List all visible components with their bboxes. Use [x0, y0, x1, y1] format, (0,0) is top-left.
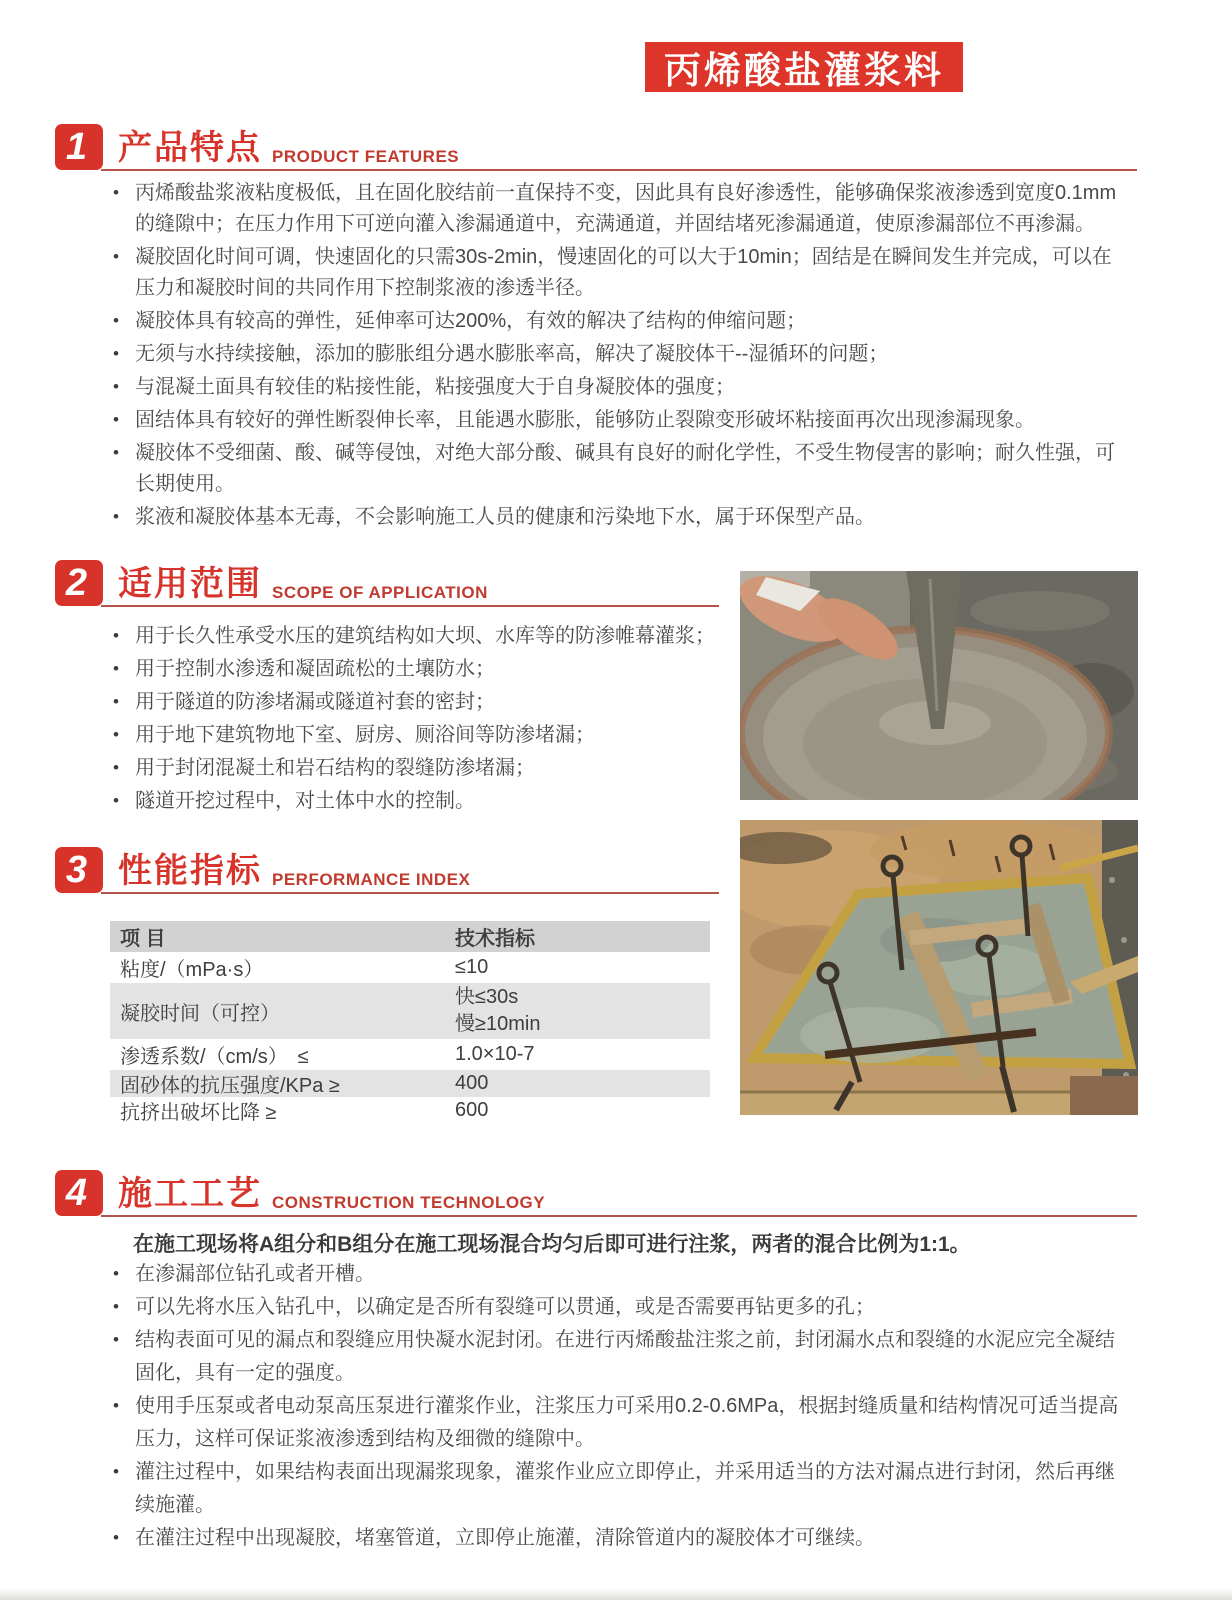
list-item-text: 用于地下建筑物地下室、厨房、厕浴间等防渗堵漏； [135, 724, 595, 746]
bullet-icon: • [113, 443, 119, 462]
section-title-zh: 适用范围 [118, 565, 262, 603]
value-line-slow: 慢≥10min [455, 1013, 541, 1035]
section-underline [101, 605, 719, 607]
section-title-zh: 性能指标 [118, 852, 262, 890]
section-title-en: CONSTRUCTION TECHNOLOGY [272, 1193, 546, 1212]
list-item-text: 浆液和凝胶体基本无毒，不会影响施工人员的健康和污染地下水，属于环保型产品。 [135, 506, 875, 528]
list-item-text: 灌注过程中，如果结构表面出现漏浆现象，灌浆作业应立即停止，并采用适当的方法对漏点进行封闭，然后再继续施灌。 [135, 1461, 1115, 1516]
section-title-en: PRODUCT FEATURES [272, 147, 460, 166]
list-item-text: 凝胶体不受细菌、酸、碱等侵蚀，对绝大部分酸、碱具有良好的耐化学性，不受生物侵害的影响；耐久性强，可长期使用。 [135, 442, 1115, 495]
mixing-slurry-photo [740, 571, 1138, 800]
bullet-icon: • [113, 1264, 119, 1283]
table-row [110, 983, 710, 1039]
bullet-icon: • [113, 410, 119, 429]
list-item-text: 用于控制水渗透和凝固疏松的土壤防水； [135, 658, 495, 680]
bullet-icon: • [113, 725, 119, 744]
section-header-scope-of-application [55, 558, 488, 606]
section-title-en: SCOPE OF APPLICATION [272, 583, 488, 602]
table-cell-value [455, 984, 710, 1038]
bullet-icon: • [113, 1297, 119, 1316]
table-cell-item: 粘度/（mPa·s） [120, 959, 264, 981]
bullet-icon: • [113, 1330, 119, 1349]
list-item [108, 653, 718, 686]
bullet-icon: • [113, 758, 119, 777]
list-item [108, 306, 1120, 337]
list-item-text: 可以先将水压入钻孔中，以确定是否所有裂缝可以贯通，或是否需要再钻更多的孔； [135, 1296, 875, 1318]
section-underline [101, 892, 719, 894]
table-row [110, 1070, 710, 1097]
list-item-text: 隧道开挖过程中，对土体中水的控制。 [135, 790, 475, 812]
mixing-ratio-note: 在施工现场将A组分和B组分在施工现场混合均匀后即可进行注浆，两者的混合比例为1:1。 [133, 1233, 971, 1256]
table-cell-item: 渗透系数/（cm/s） ≤ [120, 1046, 309, 1068]
table-cell-value: 600 [455, 1099, 489, 1121]
table-row [110, 1039, 710, 1070]
section-title-zh: 施工工艺 [118, 1175, 262, 1213]
table-row [110, 952, 710, 983]
bullet-icon: • [113, 507, 119, 526]
table-header-row [110, 921, 710, 952]
mixing-slurry-illustration [740, 571, 1138, 800]
list-item [108, 1456, 1120, 1522]
bullet-icon: • [113, 626, 119, 645]
bullet-icon: • [113, 344, 119, 363]
list-item-text: 凝胶体具有较高的弹性，延伸率可达200%，有效的解决了结构的伸缩问题； [135, 310, 807, 332]
section-underline [101, 169, 1137, 171]
list-item-text: 凝胶固化时间可调，快速固化的只需30s-2min，慢速固化的可以大于10min；固结是在瞬间发生并完成，可以在压力和凝胶时间的共同作用下控制浆液的渗透半径。 [135, 246, 1112, 299]
bullet-icon: • [113, 247, 119, 266]
section-header-performance-index [55, 845, 470, 893]
section-header-product-features [55, 122, 459, 170]
table-cell-value: 400 [455, 1072, 489, 1094]
value-line-fast: 快≤30s [455, 986, 519, 1008]
grouting-formwork-illustration [740, 820, 1138, 1115]
list-item [108, 502, 1120, 533]
product-title-banner: 丙烯酸盐灌浆料 [645, 42, 963, 92]
list-item-text: 在灌注过程中出现凝胶，堵塞管道，立即停止施灌，清除管道内的凝胶体才可继续。 [135, 1527, 875, 1549]
bullet-icon: • [113, 791, 119, 810]
list-item-text: 固结体具有较好的弹性断裂伸长率，且能遇水膨胀，能够防止裂隙变形破坏粘接面再次出现渗漏现象。 [135, 409, 1035, 431]
list-item [108, 1390, 1120, 1456]
list-item [108, 405, 1120, 436]
list-item [108, 719, 718, 752]
section-header-construction-technology [55, 1168, 545, 1216]
list-item-text: 无须与水持续接触，添加的膨胀组分遇水膨胀率高，解决了凝胶体干--湿循环的问题； [135, 343, 889, 365]
bullet-icon: • [113, 183, 119, 202]
section-number-badge: 3 [55, 847, 103, 893]
grouting-formwork-photo [740, 820, 1138, 1115]
table-header-item: 项 目 [120, 928, 166, 950]
page-bottom-edge [0, 1588, 1232, 1600]
product-features-list [108, 178, 1120, 535]
bullet-icon: • [113, 1396, 119, 1415]
bullet-icon: • [113, 1528, 119, 1547]
section-title-zh: 产品特点 [118, 129, 262, 167]
list-item [108, 1324, 1120, 1390]
list-item-text: 结构表面可见的漏点和裂缝应用快凝水泥封闭。在进行丙烯酸盐注浆之前，封闭漏水点和裂缝的水泥应完全凝结固化，具有一定的强度。 [135, 1329, 1115, 1384]
list-item [108, 438, 1120, 500]
table-cell-value: 1.0×10-7 [455, 1043, 535, 1065]
list-item-text: 用于封闭混凝土和岩石结构的裂缝防渗堵漏； [135, 757, 535, 779]
table-row [110, 1097, 710, 1124]
list-item [108, 1522, 1120, 1555]
section-underline [101, 1215, 1137, 1217]
list-item [108, 1258, 1120, 1291]
table-cell-item: 凝胶时间（可控） [120, 1002, 280, 1025]
table-cell-item: 抗挤出破坏比降 ≥ [120, 1102, 277, 1124]
bullet-icon: • [113, 1462, 119, 1481]
table-cell-value: ≤10 [455, 956, 489, 978]
list-item [108, 1291, 1120, 1324]
list-item [108, 752, 718, 785]
list-item [108, 785, 718, 818]
list-item [108, 372, 1120, 403]
bullet-icon: • [113, 377, 119, 396]
list-item [108, 339, 1120, 370]
list-item [108, 686, 718, 719]
section-number-badge: 4 [55, 1170, 103, 1216]
list-item-text: 丙烯酸盐浆液粘度极低，且在固化胶结前一直保持不变，因此具有良好渗透性，能够确保浆液渗透到宽度0.1mm的缝隙中；在压力作用下可逆向灌入渗漏通道中，充满通道，并固结堵死渗漏通道，使原渗漏部位不再渗漏。 [135, 182, 1117, 235]
bullet-icon: • [113, 659, 119, 678]
list-item-text: 在渗漏部位钻孔或者开槽。 [135, 1263, 375, 1285]
section-title-en: PERFORMANCE INDEX [272, 870, 471, 889]
list-item-text: 用于隧道的防渗堵漏或隧道衬套的密封； [135, 691, 495, 713]
list-item-text: 使用手压泵或者电动泵高压泵进行灌浆作业，注浆压力可采用0.2-0.6MPa，根据封缝质量和结构情况可适当提高压力，这样可保证浆液渗透到结构及细微的缝隙中。 [135, 1395, 1119, 1450]
list-item-text: 用于长久性承受水压的建筑结构如大坝、水库等的防渗帷幕灌浆； [135, 625, 715, 647]
table-cell-item: 固砂体的抗压强度/KPa ≥ [120, 1075, 340, 1097]
bullet-icon: • [113, 311, 119, 330]
section-number-badge: 1 [55, 124, 103, 170]
list-item [108, 178, 1120, 240]
construction-steps-list [108, 1258, 1120, 1555]
list-item [108, 242, 1120, 304]
list-item-text: 与混凝土面具有较佳的粘接性能，粘接强度大于自身凝胶体的强度； [135, 376, 735, 398]
list-item [108, 620, 718, 653]
table-header-value: 技术指标 [455, 928, 535, 950]
performance-table [110, 921, 710, 1124]
bullet-icon: • [113, 692, 119, 711]
application-scope-list [108, 620, 718, 818]
section-number-badge: 2 [55, 560, 103, 606]
